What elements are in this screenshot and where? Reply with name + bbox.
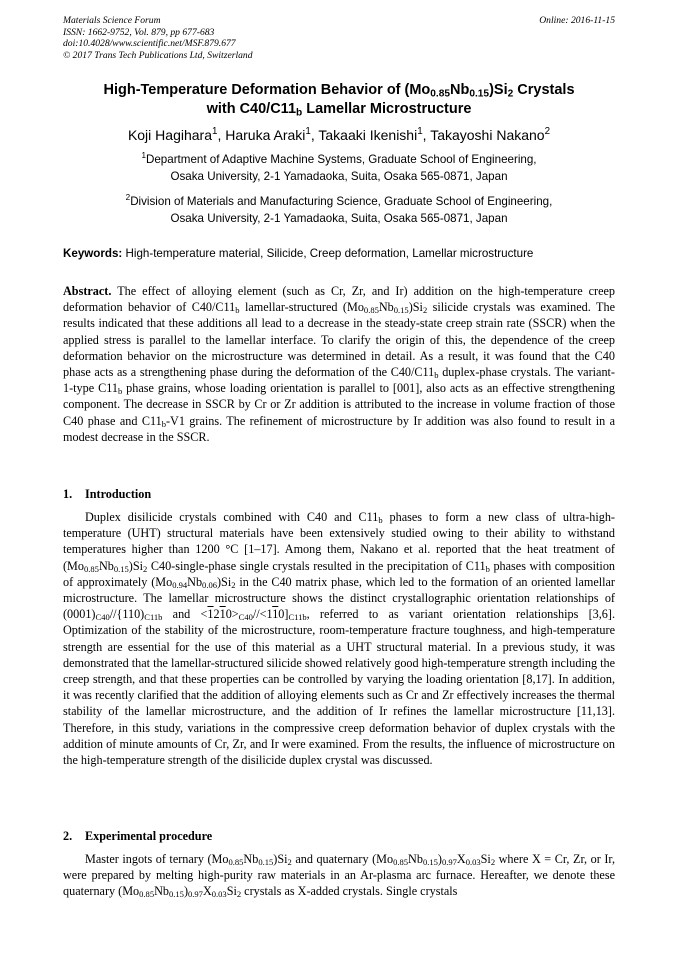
body-sub: 0.15 bbox=[169, 889, 184, 900]
body-text: )Si bbox=[273, 852, 288, 866]
body-text: crystals as X-added crystals. Single crystals bbox=[241, 884, 458, 899]
section-title: Introduction bbox=[85, 487, 152, 501]
body-text: and quaternary (Mo bbox=[291, 852, 394, 866]
title-text: High-Temperature Deformation Behavior of (Mo bbox=[103, 82, 431, 98]
body-sub: b bbox=[485, 563, 490, 574]
abstract-text: duplex-phase crystals. The variant-1-type C11 bbox=[63, 365, 615, 396]
body-text: C40-single-phase single crystals resulted in the precipitation of C11 bbox=[147, 558, 486, 573]
body-sub: 0.85 bbox=[139, 889, 155, 900]
abstract-label: Abstract. bbox=[63, 284, 112, 298]
body-text: 0] bbox=[278, 607, 289, 622]
title-text: with C40/C11 bbox=[206, 101, 297, 117]
body-text: )Si bbox=[128, 558, 144, 573]
overline-digit: 1 bbox=[219, 607, 226, 622]
body-sub: 0.06 bbox=[202, 579, 217, 590]
abstract bbox=[63, 283, 615, 445]
body-sub: C11b bbox=[144, 612, 163, 623]
body-sub: C40 bbox=[238, 612, 253, 623]
section-title: Experimental procedure bbox=[85, 829, 213, 843]
body-text: Nb bbox=[408, 852, 423, 866]
overline-digit: 1 bbox=[272, 607, 279, 622]
title-text: Lamellar Microstructure bbox=[302, 101, 472, 117]
affiliation-line: Division of Materials and Manufacturing Science, Graduate School of Engineering, bbox=[130, 195, 553, 208]
author-affiliation: 1 bbox=[305, 126, 311, 138]
abstract-sub: b bbox=[161, 418, 166, 429]
body-text: //<1 bbox=[252, 607, 273, 622]
introduction-paragraph bbox=[63, 509, 615, 768]
body-sub: 2 bbox=[490, 857, 496, 868]
abstract-sub: b bbox=[434, 370, 439, 381]
abstract-text: -V1 grains. The refinement of microstructure by Ir addition was also found to result in a modest decrease in the SSCR. bbox=[63, 413, 616, 444]
abstract-sub: 2 bbox=[422, 305, 428, 316]
title-sub: b bbox=[296, 107, 303, 119]
body-sub: 0.97 bbox=[188, 889, 203, 900]
abstract-sub: b bbox=[117, 386, 123, 397]
body-text: where X = Cr, Zr, or Ir, were prepared by melting high-purity raw materials in an Ar-plasma arc furnace. Hereafter, we denote these quaternary (Mo bbox=[63, 852, 615, 899]
body-sub: 0.15 bbox=[258, 857, 274, 868]
body-sub: 0.15 bbox=[422, 857, 438, 868]
abstract-text: phase grains, whose loading orientation is parallel to [001], also acts as an effective strengthening component. The decrease in SSCR by Cr or Zr addition is attributed to the increase in volume fraction of those C40 phase and C11 bbox=[63, 381, 615, 428]
body-sub: 0.85 bbox=[393, 857, 409, 868]
body-text: Nb bbox=[98, 558, 114, 573]
body-text: Duplex disilicide crystals combined with C40 and C11 bbox=[85, 510, 379, 524]
paper-title bbox=[63, 81, 615, 119]
body-text: Nb bbox=[187, 574, 203, 589]
issn-line: ISSN: 1662-9752, Vol. 879, pp 677-683 bbox=[63, 26, 215, 38]
body-text: 0> bbox=[225, 607, 239, 622]
body-sub: C40 bbox=[95, 612, 110, 623]
body-sub: 0.85 bbox=[84, 563, 99, 574]
affiliation-line: Department of Adaptive Machine Systems, Graduate School of Engineering, bbox=[145, 153, 537, 166]
online-date: Online: 2016-11-15 bbox=[539, 15, 615, 26]
body-text: Si bbox=[480, 852, 491, 866]
author-name: Haruka Araki bbox=[225, 127, 306, 143]
body-sub: 2 bbox=[231, 579, 236, 590]
abstract-sub: 0.85 bbox=[363, 305, 379, 316]
title-text: Crystals bbox=[513, 82, 575, 98]
keywords-label: Keywords: bbox=[63, 247, 123, 260]
body-text: Nb bbox=[154, 884, 169, 899]
title-text: )Si bbox=[489, 82, 508, 98]
body-text: X bbox=[456, 852, 466, 866]
body-text: and < bbox=[162, 607, 208, 622]
affiliation-line: Osaka University, 2-1 Yamadaoka, Suita, Osaka 565-0871, Japan bbox=[170, 170, 508, 183]
title-sub: 0.85 bbox=[430, 88, 451, 100]
body-text: Si bbox=[226, 884, 237, 899]
body-sub: 2 bbox=[287, 857, 292, 868]
body-text: phases to form a new class of ultra-high-temperature (UHT) structural materials have been extensively studied owing to their ability to withstand temperatures higher than 1200 °C [1–17]. Among them, Nakano et al. reported that the heat treatment of (Mo bbox=[63, 510, 615, 573]
abstract-sub: 0.15 bbox=[393, 305, 409, 316]
author-affiliation: 1 bbox=[212, 126, 218, 138]
doi-line: doi:10.4028/www.scientific.net/MSF.879.677 bbox=[63, 38, 236, 50]
affiliation-2 bbox=[63, 193, 615, 227]
body-text: ) bbox=[437, 852, 442, 866]
abstract-text: silicide crystals was examined. The results indicated that these additions all lead to a decrease in the steady-state creep strain rate (SSCR) when the applied stress is parallel to the lamellar interface. To clarify the origin of this, the dependence of the creep deformation behavior on the microstructure was determined in detail. As a result, it was found that the C40 phase acts as a strengthening phase during the deformation of the C40/C11 bbox=[63, 300, 615, 380]
abstract-text: )Si bbox=[408, 300, 423, 315]
body-text: X bbox=[202, 884, 212, 899]
author-name: Koji Hagihara bbox=[127, 127, 212, 143]
keywords-text: High-temperature material, Silicide, Creep deformation, Lamellar microstructure bbox=[122, 247, 534, 260]
copyright-line: © 2017 Trans Tech Publications Ltd, Switzerland bbox=[63, 49, 253, 61]
section-heading-experimental bbox=[63, 828, 615, 844]
body-sub: b bbox=[378, 515, 383, 526]
abstract-text: Nb bbox=[378, 300, 394, 315]
body-sub: 0.97 bbox=[441, 857, 457, 868]
body-sub: C11b bbox=[288, 612, 307, 623]
abstract-text: The effect of alloying element (such as Cr, Zr, and Ir) addition on the high-temperature creep deformation behavior of C40/C11 bbox=[63, 284, 615, 315]
body-text: , referred to as variant orientation relationships [3,6]. Optimization of the stability of the microstructure, room-temperature fracture toughness, and high-temperature strength are essential for the use of this material as a UHT structural material. In a previous study, it was demonstrated that the lamellar-structured silicide showed relatively good high-temperature strength including the creep strength, and that these properties can be controlled by varying the loading orientation [8,17]. In addition, it was recently clarified that the addition of alloying elements such as Cr and Zr effectively increases the thermal stability of the lamellar microstructure, and the addition of Ir refines the lamellar microstructure [11,13]. Therefore, in this study, variations in the compressive creep deformation behavior of duplex crystals with the addition of minute amounts of Cr, Zr, and Ir were examined. From the results, the influence of microstructure on the high-temperature strength of the disilicide duplex crystal was discussed. bbox=[63, 607, 615, 768]
overline-digit: 1 bbox=[207, 607, 214, 622]
body-text: //{110) bbox=[109, 607, 145, 622]
journal-name: Materials Science Forum bbox=[63, 15, 161, 26]
keywords bbox=[63, 246, 615, 262]
author-name: Takayoshi Nakano bbox=[430, 127, 545, 143]
body-sub: 0.85 bbox=[228, 857, 244, 868]
body-sub: 2 bbox=[143, 563, 148, 574]
body-text: )Si bbox=[216, 574, 232, 589]
body-sub: 0.15 bbox=[113, 563, 129, 574]
body-text: Nb bbox=[243, 852, 259, 866]
body-sub: 0.94 bbox=[172, 579, 188, 590]
body-text: 2 bbox=[213, 607, 220, 622]
title-sub: 2 bbox=[507, 88, 514, 100]
body-sub: 0.03 bbox=[211, 889, 227, 900]
abstract-sub: b bbox=[235, 305, 240, 316]
abstract-text: lamellar-structured (Mo bbox=[239, 300, 364, 315]
section-heading-introduction bbox=[63, 486, 615, 502]
body-sub: 0.03 bbox=[465, 857, 481, 868]
body-sub: 2 bbox=[236, 889, 242, 900]
body-text: Master ingots of ternary (Mo bbox=[85, 852, 229, 866]
affiliation-line: Osaka University, 2-1 Yamadaoka, Suita, Osaka 565-0871, Japan bbox=[170, 212, 508, 225]
author-affiliation: 2 bbox=[544, 126, 551, 138]
affiliation-number: 2 bbox=[125, 193, 131, 203]
affiliation-number: 1 bbox=[141, 151, 146, 161]
title-sub: 0.15 bbox=[469, 88, 490, 100]
section-number: 2. bbox=[63, 829, 73, 843]
author-list: Koji Hagihara$^1$, Haruka Araki$^1$, Takaaki Ikenishi$^1$, Takayoshi Nakano$^2$ bbox=[127, 126, 551, 143]
journal-header bbox=[63, 15, 615, 61]
experimental-paragraph bbox=[63, 851, 615, 900]
body-text: ) bbox=[183, 884, 188, 899]
section-number: 1. bbox=[63, 487, 73, 501]
body-text: in the C40 matrix phase, which led to the formation of an oriented lamellar microstructure. The lamellar microstructure shows the distinct crystallographic orientation relationships of (0001) bbox=[63, 574, 615, 622]
author-name: Takaaki Ikenishi bbox=[318, 127, 418, 143]
affiliation-1 bbox=[63, 151, 615, 185]
body-text: phases with composition of approximately (Mo bbox=[63, 558, 616, 589]
author-affiliation: 1 bbox=[417, 126, 423, 138]
title-text: Nb bbox=[450, 82, 470, 98]
